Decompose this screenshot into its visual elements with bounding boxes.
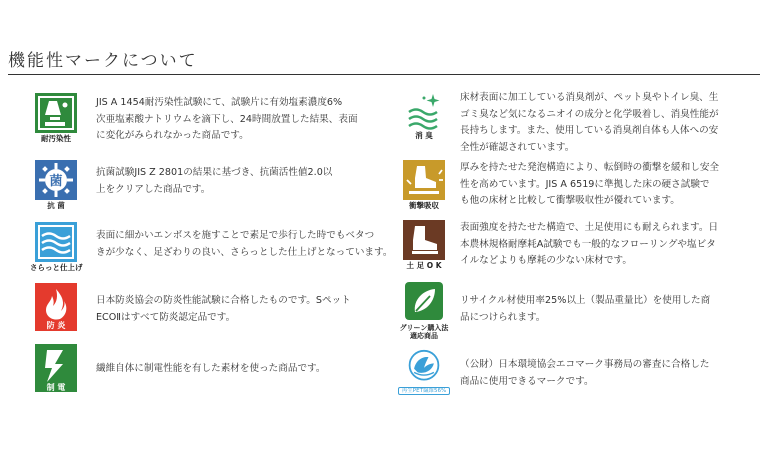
fire-retardant-description xyxy=(96,293,351,326)
eco-mark-description xyxy=(460,357,709,390)
description-line: 表面に細かいエンボスを施すことで素足で歩行した時でもベタつ xyxy=(96,230,375,241)
description-line: JIS A 1454耐汚染性試験にて、試験片に有効塩素濃度6% xyxy=(96,97,343,108)
description-line: 長持ちします。また、使用している消臭剤自体も人体への安 xyxy=(460,125,719,136)
description-line: も他の床材と比較して衝撃吸収性が優れています。 xyxy=(460,195,680,206)
antibacterial-description xyxy=(96,165,332,198)
deodorant-mark xyxy=(398,90,450,141)
deodorant-icon xyxy=(403,90,445,130)
antibacterial-badge-text: 菌 xyxy=(49,174,63,189)
shoes-ok-description xyxy=(460,220,718,270)
description-line: 商品に使用できるマークです。 xyxy=(460,375,594,387)
stain-resistance-icon xyxy=(35,93,77,133)
description-line: に変化がみられなかった商品です。 xyxy=(96,130,249,141)
smooth-finish-icon xyxy=(35,222,77,262)
eco-mark xyxy=(398,349,450,395)
shock-absorption-mark xyxy=(398,160,450,211)
description-line: リサイクル材使用率25%以上（製品重量比）を使用した商 xyxy=(460,295,711,306)
description-line: 上をクリアした商品です。 xyxy=(96,183,211,195)
antistatic-icon xyxy=(35,344,77,392)
antistatic-description xyxy=(96,361,325,378)
stain-resistance-mark xyxy=(30,93,82,144)
antistatic-mark xyxy=(30,344,82,392)
mark-label: 消 臭 xyxy=(415,131,433,140)
green-purchasing-description xyxy=(460,293,710,326)
green-purchasing-icon xyxy=(403,282,445,322)
mark-label: グリーン購入法 適応商品 xyxy=(399,324,449,341)
eco-mark-icon xyxy=(403,349,445,385)
description-line: 性を高めています。JIS A 6519に準拠した床の硬さ試験で xyxy=(460,178,710,190)
description-line: 表面強度を持たせた構造で、土足使用にも耐えられます。日 xyxy=(460,222,719,233)
description-line: 品につけられます。 xyxy=(460,311,546,323)
fire-retardant-badge-text: 防 炎 xyxy=(46,321,66,330)
fire-retardant-mark xyxy=(30,283,82,331)
antibacterial-icon xyxy=(35,160,77,200)
description-line: （公財）日本環境協会エコマーク事務局の審査に合格した xyxy=(460,359,710,370)
shock-absorption-icon xyxy=(403,160,445,200)
shoes-ok-mark xyxy=(398,220,450,271)
antibacterial-mark xyxy=(30,160,82,211)
description-line: 厚みを持たせた発泡構造により、転倒時の衝撃を緩和し安全 xyxy=(460,162,720,173)
green-purchasing-mark xyxy=(398,282,450,340)
description-line: 全性が確認されています。 xyxy=(460,141,575,153)
shoes-ok-icon xyxy=(403,220,445,260)
description-line: イルなどよりも摩耗の少ない床材です。 xyxy=(460,255,632,266)
description-line: 次亜塩素酸ナトリウムを滴下し、24時間放置した結果、表面 xyxy=(96,113,358,125)
eco-mark-label: 再生PET繊維56% xyxy=(398,387,450,395)
stain-resistance-description xyxy=(96,95,358,145)
title-divider xyxy=(8,74,760,75)
page-title: 機能性マークについて xyxy=(8,51,198,71)
mark-label: 土 足 O K xyxy=(406,261,442,270)
antistatic-badge-text: 制 電 xyxy=(46,383,66,392)
smooth-finish-mark xyxy=(30,222,82,273)
fire-retardant-icon xyxy=(35,283,77,331)
description-line: きが少なく、足ざわりの良い、さらっとした仕上げとなっています。 xyxy=(96,246,393,258)
smooth-finish-description xyxy=(96,228,392,261)
deodorant-description xyxy=(460,90,719,156)
description-line: 床材表面に加工している消臭剤が、ペット臭やトイレ臭、生 xyxy=(460,92,719,103)
description-line: 繊維自体に制電性能を有した素材を使った商品です。 xyxy=(96,363,326,374)
description-line: 本農林規格耐摩耗A試験でも一般的なフローリングや塩ビタ xyxy=(460,238,716,250)
description-line: 抗菌試験JIS Z 2801の結果に基づき、抗菌活性値2.0以 xyxy=(96,167,333,178)
description-line: ECOⅡはすべて防炎認定品です。 xyxy=(96,311,236,323)
description-line: ゴミ臭など気になるニオイの成分と化学吸着し、消臭性能が xyxy=(460,108,719,120)
mark-label: 抗 菌 xyxy=(47,201,65,210)
shock-absorption-description xyxy=(460,160,719,210)
mark-label: 衝撃吸収 xyxy=(409,201,439,210)
description-line: 日本防炎協会の防炎性能試験に合格したものです。Sペット xyxy=(96,295,351,306)
mark-label: さらっと仕上げ xyxy=(30,263,83,272)
mark-label: 耐汚染性 xyxy=(41,134,71,143)
